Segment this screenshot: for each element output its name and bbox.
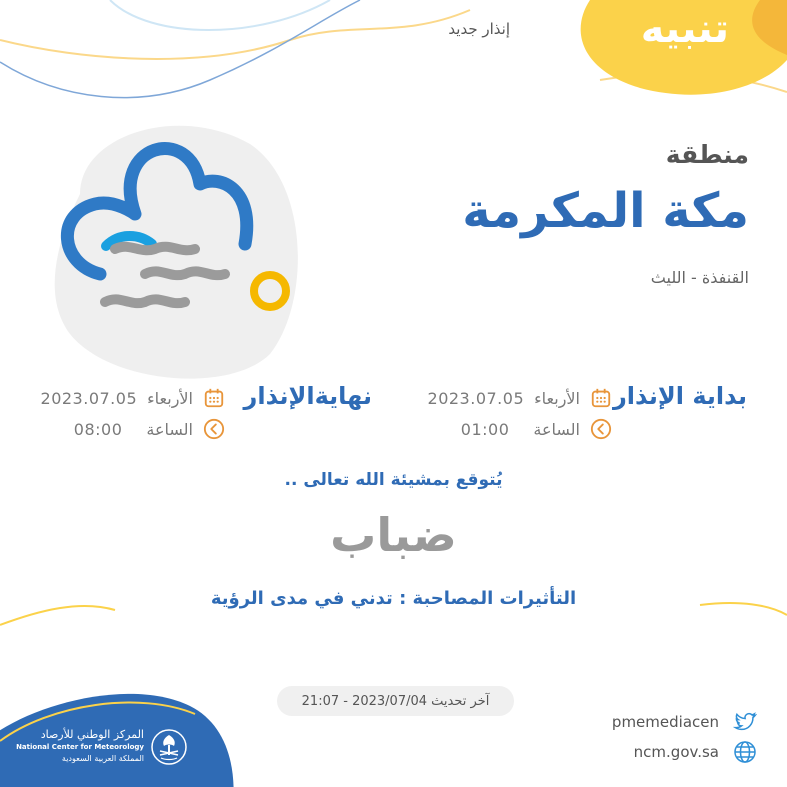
twitter-icon[interactable] [733, 710, 757, 734]
alert-end-time: 08:00 [73, 419, 123, 439]
org-name-ar: المركز الوطني للأرصاد [40, 728, 144, 741]
phenomenon-name: ضباب [330, 508, 457, 562]
chevron-circle-icon [590, 418, 612, 440]
ncm-emblem-icon [150, 728, 188, 766]
region-name: مكة المكرمة [462, 183, 749, 239]
website-link[interactable] [634, 740, 757, 764]
org-country-ar: المملكة العربية السعودية [61, 754, 144, 763]
org-logo [16, 726, 224, 776]
alert-end-date-row [41, 387, 225, 409]
alert-end-block [22, 382, 372, 442]
alert-end-time-row [74, 418, 225, 440]
calendar-icon [203, 387, 225, 409]
alert-start-date: 2023.07.05 [427, 388, 525, 408]
twitter-handle[interactable]: pmemediacen [611, 713, 719, 731]
alert-start-time-row [461, 418, 612, 440]
effects-text: التأثيرات المصاحبة : تدني في مدى الرؤية [210, 588, 577, 609]
alert-end-day: الأربعاء [147, 388, 193, 408]
chevron-circle-icon [203, 418, 225, 440]
new-alert-label: إنذار جديد [448, 20, 510, 38]
alert-start-day: الأربعاء [534, 388, 580, 408]
last-update-badge: آخر تحديث 2023/07/04 - 21:07 [277, 686, 514, 716]
calendar-icon [590, 387, 612, 409]
globe-icon[interactable] [733, 740, 757, 764]
alert-end-time-label: الساعة [146, 419, 193, 439]
fog-cloud-icon [40, 104, 302, 380]
alert-end-date: 2023.07.05 [40, 388, 138, 408]
expectation-text: يُتوقع بمشيئة الله تعالى .. [284, 470, 503, 490]
alert-start-block [397, 382, 747, 442]
alert-start-time-label: الساعة [533, 419, 580, 439]
alert-badge: تنبيه [640, 6, 729, 52]
alert-start-time: 01:00 [460, 419, 510, 439]
org-name-en: National Center for Meteorology [16, 743, 144, 751]
alert-start-title: بداية الإنذار [612, 382, 747, 410]
sub-areas: القنفذة - الليث [650, 268, 749, 287]
alert-start-date-row [428, 387, 612, 409]
alert-end-title: نهايةالإنذار [243, 382, 372, 410]
website-url[interactable]: ncm.gov.sa [633, 743, 719, 761]
twitter-link[interactable] [612, 710, 757, 734]
region-label: منطقة [665, 140, 749, 169]
